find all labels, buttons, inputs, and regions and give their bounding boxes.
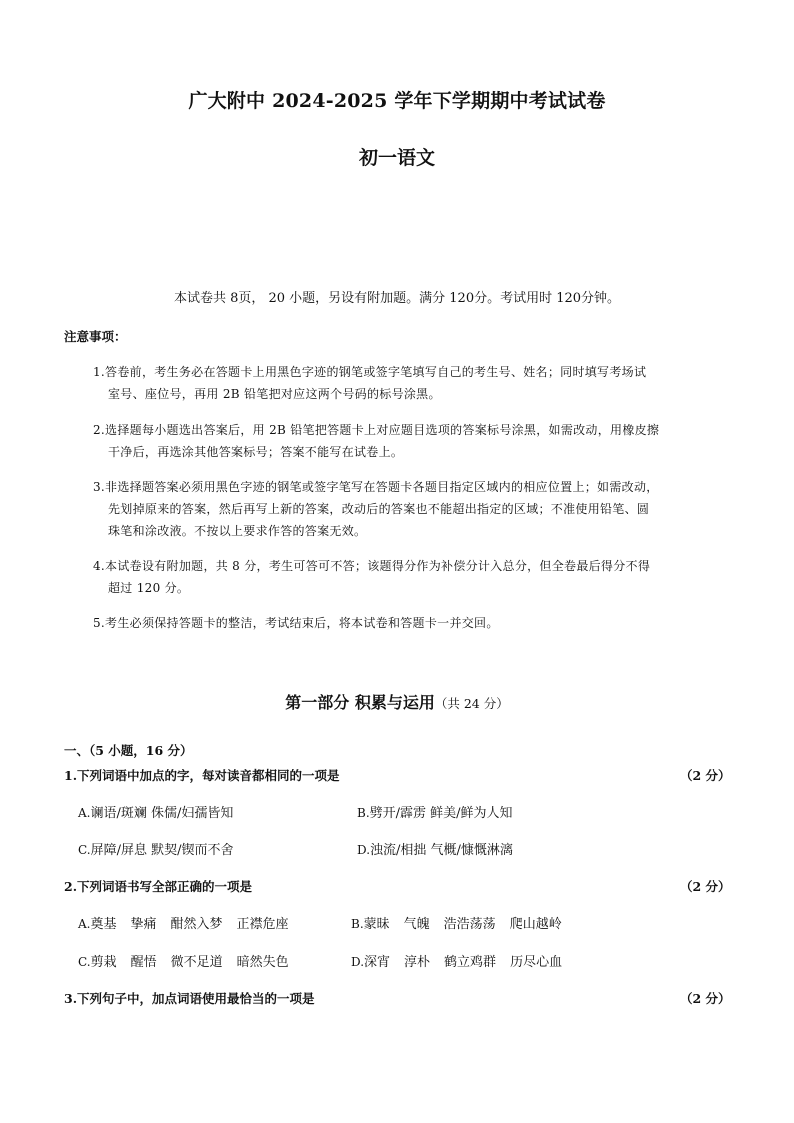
part-one-label: 第一部分 积累与运用 bbox=[285, 693, 435, 712]
option-word: 暗然失色 bbox=[236, 955, 289, 970]
question-3-stem: 3.下列句子中，加点词语使用最恰当的一项是 bbox=[64, 991, 315, 1006]
note-line: 2.选择题每小题选出答案后，用 2B 铅笔把答题卡上对应题目选项的答案标号涂黑，如需改动，用橡皮擦 bbox=[93, 423, 660, 437]
option-word: 蒙昧 bbox=[363, 917, 390, 932]
option-word: 气魄 bbox=[403, 917, 430, 932]
question-2-stem: 2.下列词语书写全部正确的一项是 bbox=[64, 879, 253, 894]
question-1-stem: 1.下列词语中加点的字，每对读音都相同的一项是 bbox=[64, 768, 340, 783]
option-word: 酣然入梦 bbox=[170, 917, 223, 932]
option-letter: A. bbox=[78, 917, 91, 931]
notes-title: 注意事项： bbox=[64, 329, 127, 344]
option-letter: B. bbox=[351, 917, 364, 931]
note-line: 5.考生必须保持答题卡的整洁，考试结束后，将本试卷和答题卡一并交回。 bbox=[93, 616, 499, 630]
note-line: 4.本试卷设有附加题，共 8 分，考生可答可不答；该题得分作为补偿分计入总分，但全卷最后得分不得 bbox=[93, 559, 651, 573]
option-word: 正襟危座 bbox=[236, 917, 289, 932]
section-one-head: 一、（5 小题，16 分） bbox=[64, 743, 193, 758]
question-3-score: （2 分） bbox=[680, 991, 731, 1006]
option-letter: A. bbox=[78, 806, 91, 820]
option-word: 挚痛 bbox=[130, 917, 157, 932]
option-word: 历尽心血 bbox=[510, 955, 563, 970]
option-word: 醒悟 bbox=[130, 955, 157, 970]
question-1-option-c bbox=[78, 839, 233, 858]
part-one-title bbox=[0, 690, 794, 713]
question-1-option-b bbox=[357, 802, 513, 821]
option-letter: D. bbox=[357, 843, 371, 857]
question-2-option-a bbox=[78, 913, 303, 932]
note-line: 超过 120 分。 bbox=[108, 581, 190, 595]
question-1-score: （2 分） bbox=[680, 768, 731, 783]
option-word: 微不足道 bbox=[170, 955, 223, 970]
option-word: 深宵 bbox=[364, 955, 391, 970]
option-word: 鹤立鸡群 bbox=[444, 955, 497, 970]
question-2-option-c bbox=[78, 951, 303, 970]
note-line: 珠笔和涂改液。不按以上要求作答的答案无效。 bbox=[108, 524, 367, 538]
option-letter: C. bbox=[78, 843, 91, 857]
exam-title: 广大附中 2024-2025 学年下学期期中考试试卷 bbox=[188, 90, 606, 112]
note-line: 先划掉原来的答案，然后再写上新的答案，改动后的答案也不能超出指定的区域；不准使用铅笔、圆 bbox=[108, 502, 650, 516]
question-2-option-d bbox=[351, 951, 576, 970]
option-text: 谰语/斑斓 侏儒/妇孺皆知 bbox=[90, 806, 234, 821]
note-line: 干净后，再选涂其他答案标号；答案不能写在试卷上。 bbox=[108, 445, 404, 459]
option-text: 劈开/霹雳 鲜美/鲜为人知 bbox=[369, 806, 513, 821]
subject-title: 初一语文 bbox=[358, 147, 435, 169]
question-2-option-b bbox=[351, 913, 576, 932]
part-one-score: （共 24 分） bbox=[434, 696, 509, 711]
option-word: 爬山越岭 bbox=[509, 917, 562, 932]
option-word: 奠基 bbox=[90, 917, 117, 932]
option-letter: D. bbox=[351, 955, 365, 969]
question-1-option-a bbox=[78, 802, 233, 821]
option-letter: B. bbox=[357, 806, 370, 820]
exam-intro: 本试卷共 8页， 20 小题，另设有附加题。满分 120分。考试用时 120分钟。 bbox=[173, 291, 621, 306]
question-1-option-d bbox=[357, 839, 513, 858]
option-word: 浩浩荡荡 bbox=[443, 917, 496, 932]
note-line: 3.非选择题答案必须用黑色字迹的钢笔或签字笔写在答题卡各题目指定区域内的相应位置上；如需改动， bbox=[93, 480, 659, 494]
option-text: 屏障/屏息 默契/锲而不舍 bbox=[90, 843, 234, 858]
option-word: 剪栽 bbox=[90, 955, 117, 970]
note-line: 1.答卷前，考生务必在答题卡上用黑色字迹的钢笔或签字笔填写自己的考生号、姓名；同时填写考场试 bbox=[93, 365, 647, 379]
note-line: 室号、座位号，再用 2B 铅笔把对应这两个号码的标号涂黑。 bbox=[108, 387, 441, 401]
option-text: 浊流/相拙 气概/慷慨淋漓 bbox=[370, 843, 513, 858]
option-letter: C. bbox=[78, 955, 91, 969]
question-2-score: （2 分） bbox=[680, 879, 731, 894]
option-word: 淳朴 bbox=[404, 955, 431, 970]
